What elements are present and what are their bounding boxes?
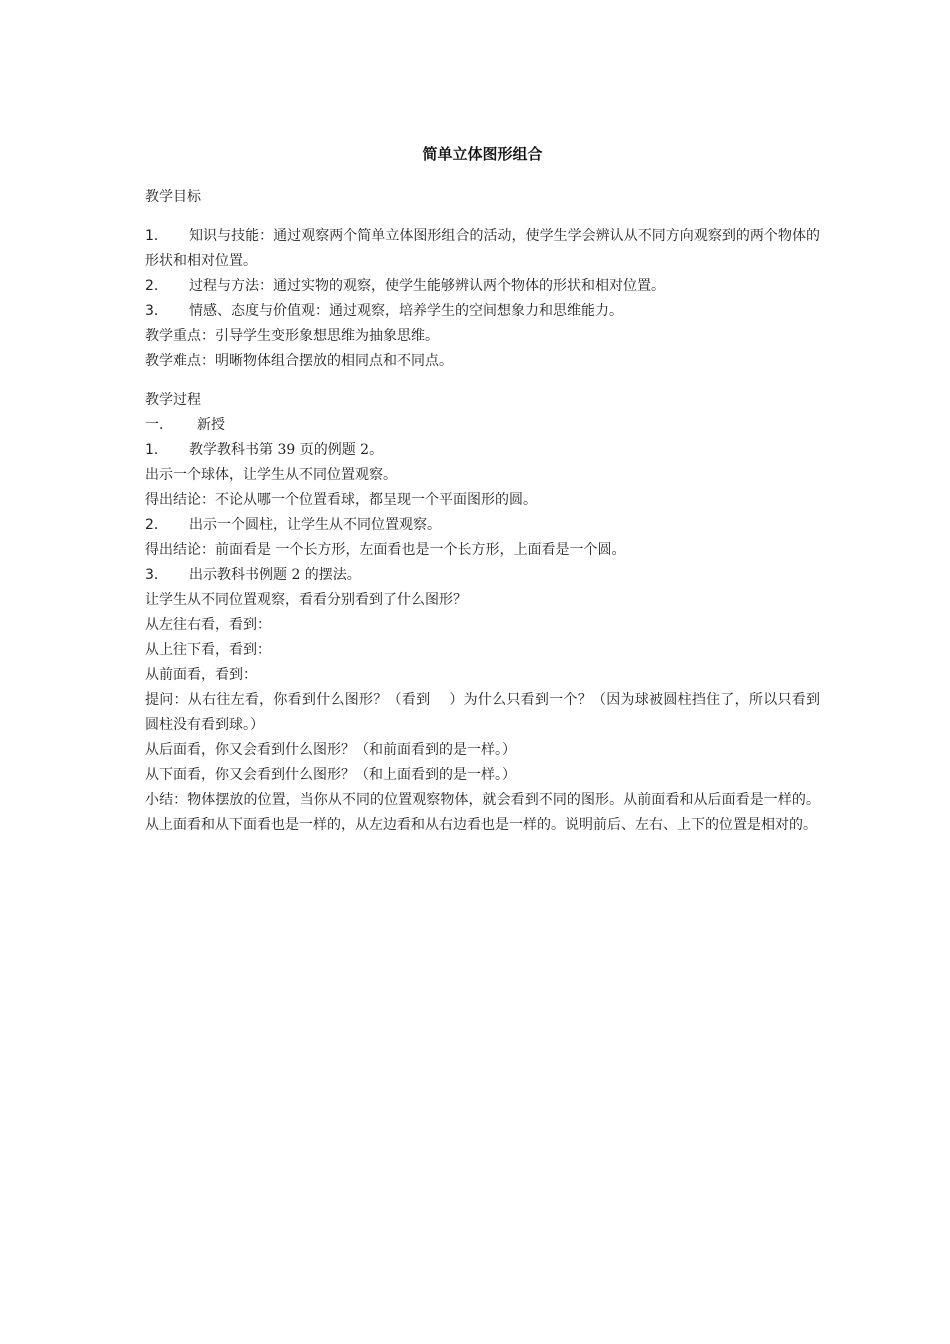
section-title: 新授 [197,417,225,433]
step-text: 出示一个圆柱，让学生从不同位置观察。 [189,517,441,533]
section-number: 一． [145,417,173,433]
step1-line: 出示一个球体，让学生从不同位置观察。 [145,467,397,483]
objective-number: 3． [145,303,168,319]
process-heading: 教学过程 [145,392,201,408]
objective-text: 知识与技能：通过观察两个简单立体图形组合的活动，使学生学会辨认从不同方向观察到的两个物体的形状和相对位置。 [145,228,820,269]
difficulty-point: 教学难点：明晰物体组合摆放的相同点和不同点。 [145,353,453,369]
section-heading [145,413,820,438]
step-3 [145,563,820,588]
objectives-heading: 教学目标 [145,189,201,205]
summary-paragraph: 小结：物体摆放的位置，当你从不同的位置观察物体，就会看到不同的图形。从前面看和从后面看是一样的。从上面看和从下面看也是一样的，从左边看和从右边看也是一样的。说明前后、左右、上下的位置是相对的。 [145,792,820,833]
objective-item-3 [145,299,820,324]
step-number: 2． [145,517,168,533]
step-2 [145,513,820,538]
step-text: 出示教科书例题 2 的摆法。 [189,567,361,583]
page-title: 简单立体图形组合 [422,145,543,163]
document-page [145,143,820,838]
step3-line: 从前面看，看到： [145,667,257,683]
key-point: 教学重点：引导学生变形象想思维为抽象思维。 [145,328,439,344]
objective-item-2 [145,274,820,299]
step-1 [145,438,820,463]
objective-text: 过程与方法：通过实物的观察，使学生能够辨认两个物体的形状和相对位置。 [189,278,665,294]
step2-line: 得出结论：前面看是 一个长方形，左面看也是一个长方形，上面看是一个圆。 [145,542,626,558]
step3-line: 让学生从不同位置观察，看看分别看到了什么图形？ [145,592,467,608]
step-number: 1． [145,442,168,458]
question-paragraph: 提问：从右往左看，你看到什么图形？（看到 ）为什么只看到一个？（因为球被圆柱挡住了，所以只看到圆柱没有看到球。） [145,692,820,733]
step3-line: 从上往下看，看到： [145,642,271,658]
objective-number: 2． [145,278,168,294]
bottom-view-line: 从下面看，你又会看到什么图形？（和上面看到的是一样。） [145,767,516,783]
step-number: 3． [145,567,168,583]
objective-item-1 [145,224,820,274]
objective-number: 1． [145,228,168,244]
step1-line: 得出结论：不论从哪一个位置看球，都呈现一个平面图形的圆。 [145,492,537,508]
objective-text: 情感、态度与价值观：通过观察，培养学生的空间想象力和思维能力。 [189,303,623,319]
back-view-line: 从后面看，你又会看到什么图形？（和前面看到的是一样。） [145,742,516,758]
step3-line: 从左往右看，看到： [145,617,271,633]
step-text: 教学教科书第 39 页的例题 2。 [189,442,384,458]
